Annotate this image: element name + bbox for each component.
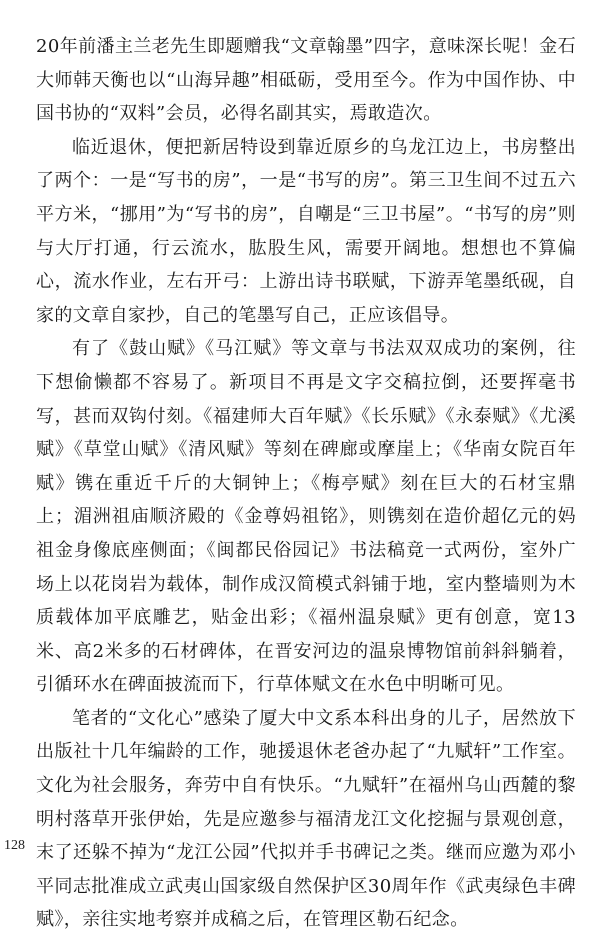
paragraph-3: 有了《鼓山赋》《马江赋》等文章与书法双双成功的案例，往下想偷懒都不容易了。新项目不再是文字交稿拉倒，还要挥毫书写，甚而双钩付刻。《福建师大百年赋》《长乐赋》《永泰赋》《尤溪赋》《草堂山赋》《清风赋》等刻在碑廊或摩崖上；《华南女院百年赋》镌在重近千斤的大铜钟上；《梅亭赋》刻在巨大的石材宝鼎上；湄洲祖庙顺济殿的《金尊妈祖铭》，则镌刻在造价超亿元的妈祖金身像底座侧面；《闽都民俗园记》书法稿竟一式两份，室外广场上以花岗岩为载体，制作成汉简模式斜铺于地，室内整墙则为木质载体加平底雕艺，贴金出彩；《福州温泉赋》更有创意，宽13米、高2米多的石材碑体，在晋安河边的温泉博物馆前斜斜躺着，引循环水在碑面披流而下，行草体赋文在水色中明晰可见。 (36, 338, 576, 696)
paragraph-2: 临近退休，便把新居特设到靠近原乡的乌龙江边上，书房整出了两个：一是“写书的房”，一是“书写的房”。第三卫生间不过五六平方米，“挪用”为“写书的房”，自嘲是“三卫书屋”。“书写的房”则与大厅打通，行云流水，肱股生风，需要开阔地。想想也不算偏心，流水作业，左右开弓：上游出诗书联赋，下游弄笔墨纸砚，自家的文章自家抄，自己的笔墨写自己，正应该倡导。 (36, 136, 576, 326)
paragraph-1: 20年前潘主兰老先生即题赠我“文章翰墨”四字，意味深长呢！金石大师韩天衡也以“山海异趣”相砥砺，受用至今。作为中国作协、中国书协的“双料”会员，必得名副其实，焉敢造次。 (36, 36, 576, 125)
paragraph-4: 笔者的“文化心”感染了厦大中文系本科出身的儿子，居然放下出版社十几年编龄的工作，驰援退休老爸办起了“九赋轩”工作室。文化为社会服务，奔劳中自有快乐。“九赋轩”在福州乌山西麓的黎明村落草开张伊始，先是应邀参与福清龙江文化挖掘与景观创意，末了还躲不掉为“龙江公园”代拟并手书碑记之类。继而应邀为邓小平同志批准成立武夷山国家级自然保护区30周年作《武夷绿色丰碑赋》，亲往实地考察并成稿之后，在管理区勒石纪念。 (36, 707, 576, 931)
page-number: 128 (4, 838, 25, 853)
page-body (36, 30, 576, 937)
